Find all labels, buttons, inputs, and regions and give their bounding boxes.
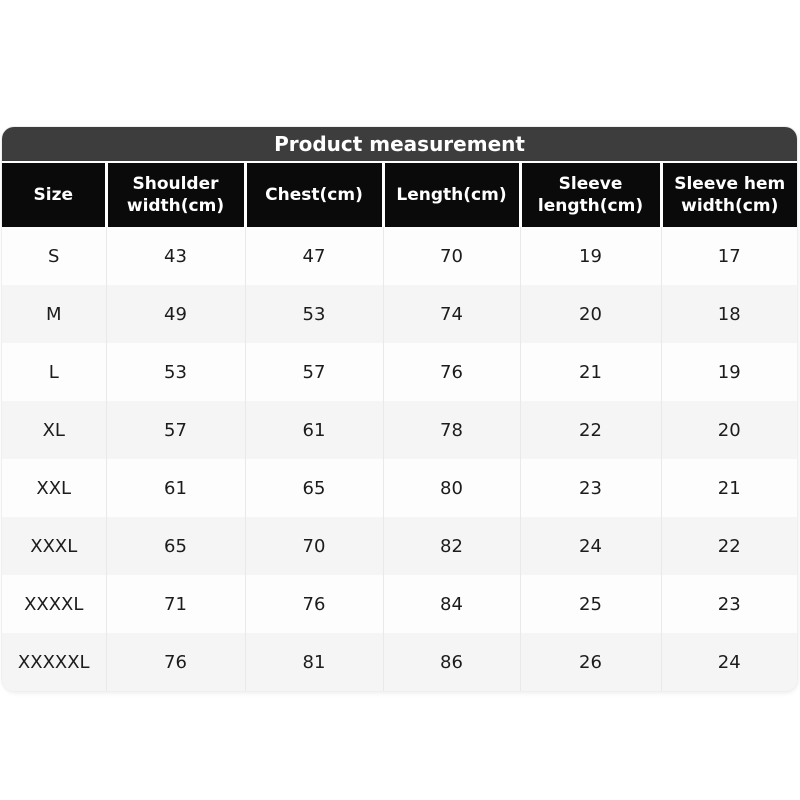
value-cell: 80 <box>383 459 520 517</box>
value-cell: 78 <box>383 401 520 459</box>
table-body <box>2 227 797 691</box>
table-row <box>2 459 797 517</box>
value-cell: 43 <box>106 227 245 285</box>
size-cell: XXL <box>36 477 72 499</box>
value-cell: 21 <box>520 343 661 401</box>
size-chart <box>2 127 797 691</box>
value-cell: 61 <box>245 401 383 459</box>
value-cell: 24 <box>661 633 797 691</box>
value-cell: 76 <box>106 633 245 691</box>
column-header: Size <box>2 163 106 227</box>
size-cell: M <box>45 303 62 325</box>
column-header: Length(cm) <box>383 163 520 227</box>
header-row <box>2 163 797 227</box>
value-cell: 57 <box>245 343 383 401</box>
value-cell: 21 <box>661 459 797 517</box>
size-cell: XXXXL <box>24 593 84 615</box>
value-cell: 81 <box>245 633 383 691</box>
value-cell: 70 <box>383 227 520 285</box>
value-cell: 47 <box>245 227 383 285</box>
value-cell: 24 <box>520 517 661 575</box>
value-cell: 18 <box>661 285 797 343</box>
column-header: Chest(cm) <box>245 163 383 227</box>
value-cell: 71 <box>106 575 245 633</box>
value-cell: 49 <box>106 285 245 343</box>
table-row <box>2 227 797 285</box>
table-row <box>2 575 797 633</box>
value-cell: 20 <box>520 285 661 343</box>
value-cell: 19 <box>520 227 661 285</box>
value-cell: 53 <box>106 343 245 401</box>
value-cell: 23 <box>520 459 661 517</box>
value-cell: 17 <box>661 227 797 285</box>
value-cell: 74 <box>383 285 520 343</box>
value-cell: 65 <box>245 459 383 517</box>
value-cell: 76 <box>245 575 383 633</box>
column-header: Sleeve hem width(cm) <box>661 163 797 227</box>
value-cell: 26 <box>520 633 661 691</box>
measurement-table <box>2 163 797 691</box>
value-cell: 65 <box>106 517 245 575</box>
value-cell: 22 <box>520 401 661 459</box>
size-cell: XXXL <box>30 535 78 557</box>
size-cell: L <box>48 361 59 383</box>
value-cell: 23 <box>661 575 797 633</box>
value-cell: 61 <box>106 459 245 517</box>
table-row <box>2 401 797 459</box>
size-cell: XXXXXL <box>17 651 90 673</box>
table-row <box>2 343 797 401</box>
value-cell: 19 <box>661 343 797 401</box>
size-cell: XL <box>42 419 65 441</box>
value-cell: 22 <box>661 517 797 575</box>
value-cell: 76 <box>383 343 520 401</box>
value-cell: 25 <box>520 575 661 633</box>
table-row <box>2 633 797 691</box>
value-cell: 20 <box>661 401 797 459</box>
table-row <box>2 285 797 343</box>
column-header: Sleeve length(cm) <box>520 163 661 227</box>
value-cell: 57 <box>106 401 245 459</box>
size-cell: S <box>48 245 60 267</box>
value-cell: 82 <box>383 517 520 575</box>
value-cell: 86 <box>383 633 520 691</box>
value-cell: 53 <box>245 285 383 343</box>
value-cell: 70 <box>245 517 383 575</box>
table-row <box>2 517 797 575</box>
column-header: Shoulder width(cm) <box>106 163 245 227</box>
chart-title: Product measurement <box>2 127 797 163</box>
value-cell: 84 <box>383 575 520 633</box>
